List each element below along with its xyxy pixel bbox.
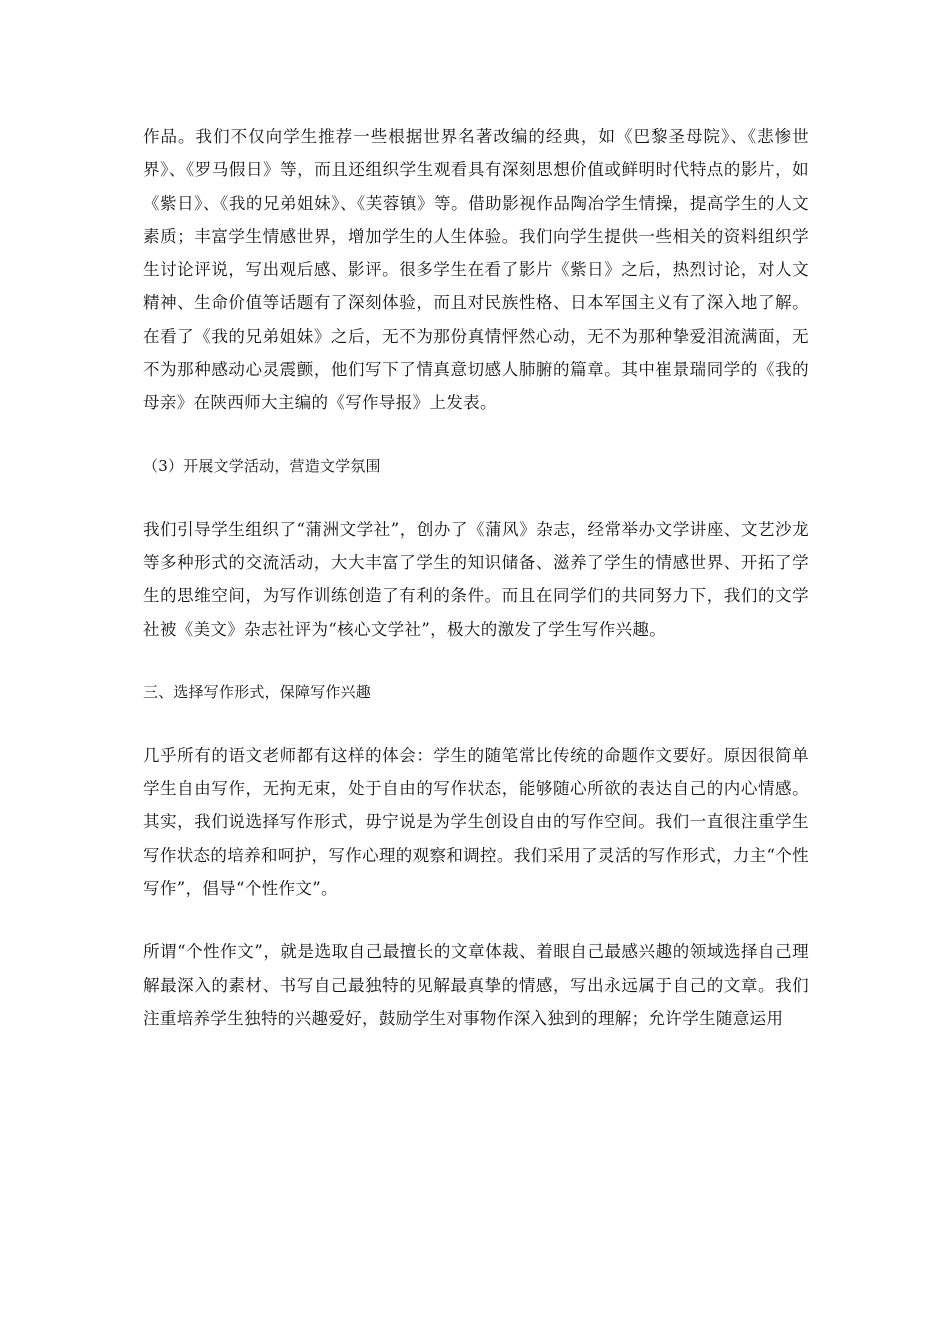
document-body: [143, 120, 809, 1035]
paragraph-personal-writing: 所谓“个性作文”，就是选取自己最擅长的文章体裁、着眼自己最感兴趣的领域选择自己理解最深入的素材、书写自己最独特的见解最真挚的情感，写出永远属于自己的文章。我们注重培养学生独特的兴趣爱好，鼓励学生对事物作深入独到的理解；允许学生随意运用: [143, 942, 809, 1028]
paragraph-literary-society: 我们引导学生组织了“蒲洲文学社”，创办了《蒲风》杂志，经常举办文学讲座、文艺沙龙等多种形式的交流活动，大大丰富了学生的知识储备、滋养了学生的情感世界、开拓了学生的思维空间，为写作训练创造了有利的条件。而且在同学们的共同努力下，我们的文学社被《美文》杂志社评为“核心文学社”，极大的激发了学生写作兴趣。: [143, 519, 809, 639]
section-heading-writing-forms: 三、选择写作形式，保障写作兴趣: [143, 682, 372, 701]
paragraph-free-writing: 几乎所有的语文老师都有这样的体会：学生的随笔常比传统的命题作文要好。原因很简单学生自由写作，无拘无束，处于自由的写作状态，能够随心所欲的表达自己的内心情感。其实，我们说选择写作形式，毋宁说是为学生创设自由的写作空间。我们一直很注重学生写作状态的培养和呵护，写作心理的观察和调控。我们采用了灵活的写作形式，力主“个性写作”，倡导“个性作文”。: [143, 745, 809, 899]
section-heading-literary-activities: （3）开展文学活动，营造文学氛围: [143, 456, 381, 475]
paragraph-film-appreciation: 作品。我们不仅向学生推荐一些根据世界名著改编的经典，如《巴黎圣母院》、《悲惨世界》、《罗马假日》等，而且还组织学生观看具有深刻思想价值或鲜明时代特点的影片，如《紫日》、《我的兄弟姐妹》、《芙蓉镇》等。借助影视作品陶冶学生情操，提高学生的人文素质；丰富学生情感世界，增加学生的人生体验。我们向学生提供一些相关的资料组织学生讨论评说，写出观后感、影评。很多学生在看了影片《紫日》之后，热烈讨论，对人文精神、生命价值等话题有了深刻体验，而且对民族性格、日本军国主义有了深入地了解。在看了《我的兄弟姐妹》之后，无不为那份真情怦然心动，无不为那种挚爱泪流满面，无不为那种感动心灵震颤，他们写下了情真意切感人肺腑的篇章。其中崔景瑞同学的《我的母亲》在陕西师大主编的《写作导报》上发表。: [143, 127, 809, 413]
